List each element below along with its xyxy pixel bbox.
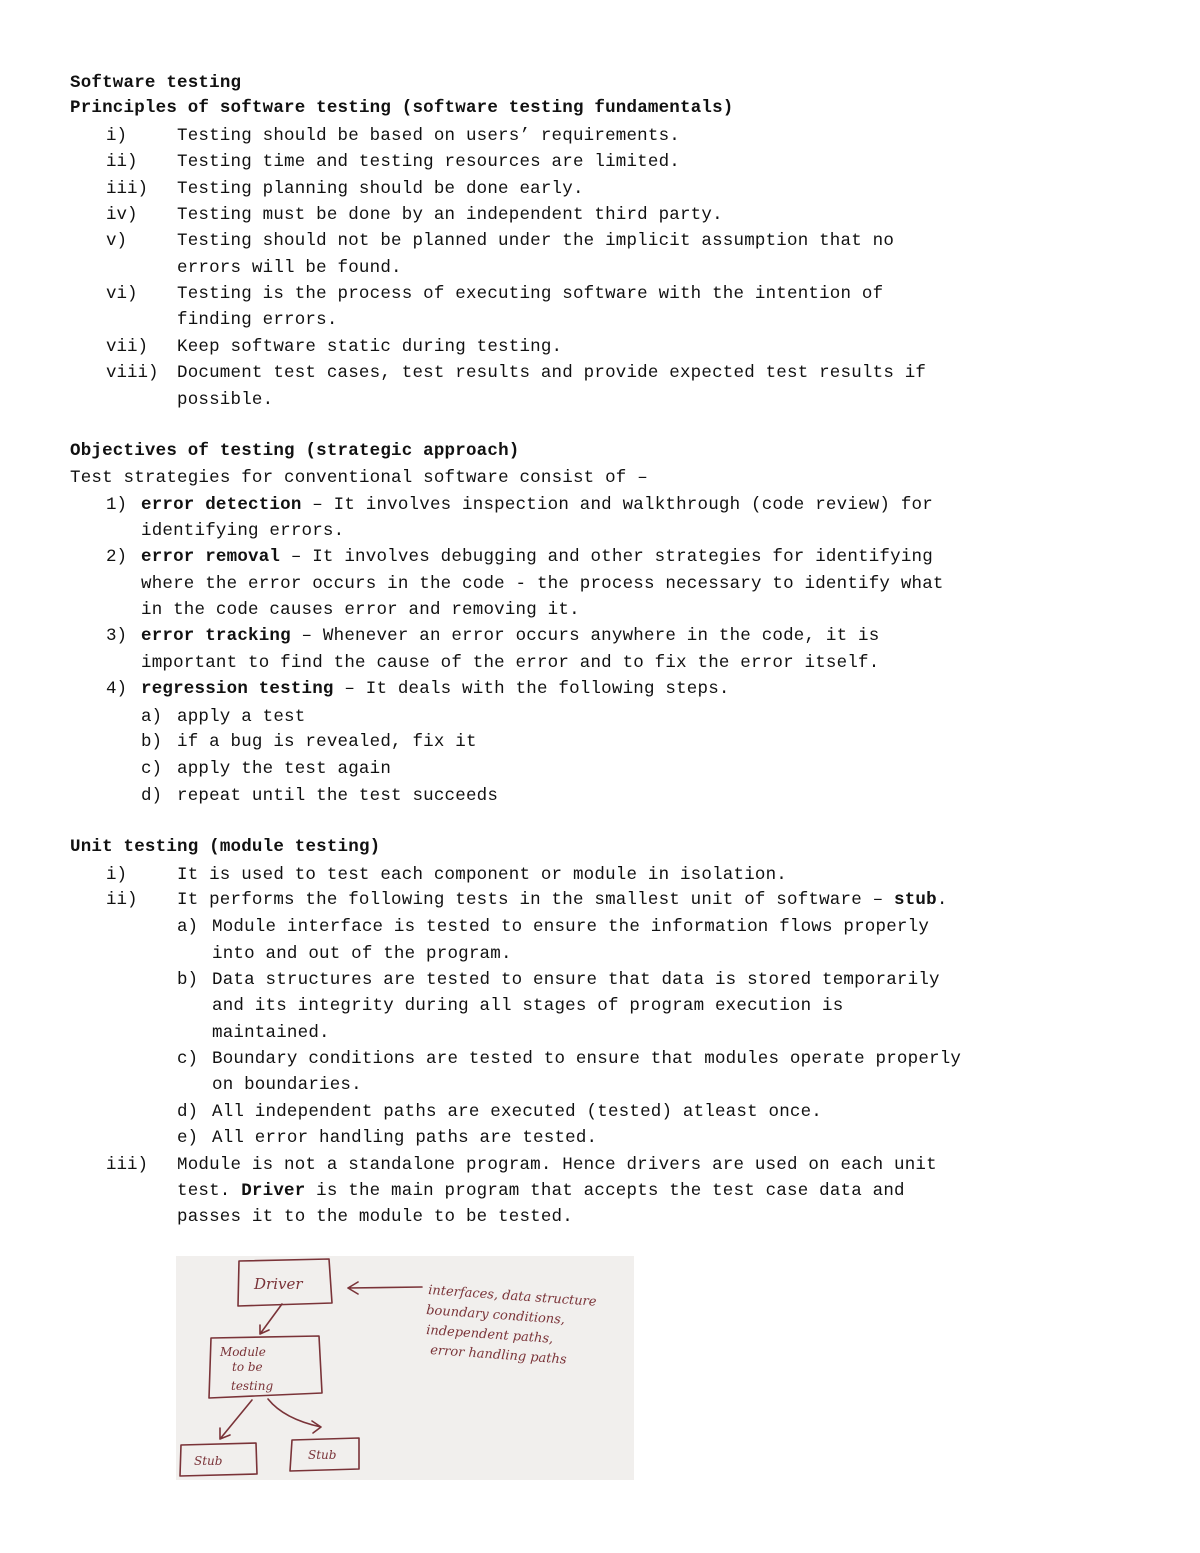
arrow-note-to-driver	[348, 1282, 422, 1294]
unit-text	[177, 1180, 905, 1202]
subitem-text: into and out of the program.	[212, 944, 512, 964]
objective-desc: – It involves debugging and other strategies for identifying	[280, 547, 933, 567]
objective-marker: 4)	[106, 679, 128, 699]
unit-marker: ii)	[106, 890, 138, 910]
sketch-drawing	[176, 1256, 634, 1480]
subitem-marker: e)	[177, 1128, 199, 1148]
subitem-text: Data structures are tested to ensure that data is stored temporarily	[212, 970, 940, 990]
unit-text-part: test.	[177, 1181, 242, 1201]
handwritten-sketch-photo	[176, 1256, 634, 1480]
objective-text: in the code causes error and removing it.	[141, 600, 580, 620]
unit-text: It is used to test each component or module in isolation.	[177, 865, 787, 885]
unit-testing-heading: Unit testing (module testing)	[70, 837, 381, 857]
unit-text-part: It performs the following tests in the smallest unit of software –	[177, 890, 895, 910]
unit-text-part: is the main program that accepts the test case data and	[305, 1181, 905, 1201]
driver-term: Driver	[241, 1181, 306, 1201]
principle-text: Document test cases, test results and provide expected test results if	[177, 363, 927, 383]
step-text: apply a test	[177, 707, 306, 727]
subitem-marker: d)	[177, 1102, 199, 1122]
step-marker: d)	[141, 786, 163, 806]
step-marker: b)	[141, 732, 163, 752]
unit-marker: iii)	[106, 1155, 149, 1175]
stub-term: stub	[894, 890, 937, 910]
step-text: if a bug is revealed, fix it	[177, 732, 477, 752]
objective-desc: – Whenever an error occurs anywhere in the code, it is	[290, 626, 880, 646]
objective-marker: 2)	[106, 547, 128, 567]
principle-text: Testing should not be planned under the implicit assumption that no	[177, 231, 895, 251]
sketch-module-label: to be	[232, 1360, 263, 1374]
subitem-text: and its integrity during all stages of program execution is	[212, 996, 844, 1016]
objectives-heading: Objectives of testing (strategic approach)	[70, 441, 520, 461]
sketch-stub-label: Stub	[308, 1448, 337, 1462]
principle-text: errors will be found.	[177, 258, 402, 278]
sketch-note-line: interfaces, data structure	[427, 1283, 597, 1310]
step-marker: a)	[141, 707, 163, 727]
sketch-note-line: error handling paths	[429, 1343, 568, 1368]
unit-text	[177, 889, 948, 911]
arrow-driver-to-module	[260, 1304, 282, 1334]
principle-text: Testing time and testing resources are limited.	[177, 152, 680, 172]
objective-term: error detection	[141, 495, 302, 515]
principle-text: possible.	[177, 390, 274, 410]
arrow-module-to-stub-right	[268, 1399, 321, 1433]
objective-text: where the error occurs in the code - the process necessary to identify what	[141, 574, 944, 594]
sketch-stub-label: Stub	[194, 1454, 223, 1468]
principle-text: Keep software static during testing.	[177, 337, 563, 357]
objective-term: error removal	[141, 547, 281, 567]
objective-marker: 1)	[106, 495, 128, 515]
objective-desc: – It deals with the following steps.	[333, 679, 730, 699]
principles-heading: Principles of software testing (software testing fundamentals)	[70, 98, 734, 118]
sketch-note-line: boundary conditions,	[425, 1303, 566, 1328]
principle-marker: v)	[106, 231, 128, 251]
objective-desc: – It involves inspection and walkthrough (code review) for	[301, 495, 933, 515]
objectives-intro: Test strategies for conventional software consist of –	[70, 468, 648, 488]
objective-term: regression testing	[141, 679, 334, 699]
unit-text-part: .	[936, 890, 948, 910]
sketch-module-label: testing	[231, 1379, 274, 1393]
objective-text	[141, 546, 933, 568]
unit-text: Module is not a standalone program. Hence drivers are used on each unit	[177, 1155, 937, 1175]
step-marker: c)	[141, 759, 163, 779]
subitem-text: on boundaries.	[212, 1075, 362, 1095]
objective-text	[141, 678, 730, 700]
sketch-note-line: independent paths,	[425, 1323, 554, 1347]
sketch-driver-label: Driver	[254, 1275, 303, 1293]
principle-text: Testing should be based on users’ requirements.	[177, 126, 680, 146]
principle-marker: iii)	[106, 179, 149, 199]
step-text: repeat until the test succeeds	[177, 786, 499, 806]
document-title: Software testing	[70, 73, 242, 93]
objective-text: important to find the cause of the error and to fix the error itself.	[141, 653, 880, 673]
subitem-text: All independent paths are executed (tested) atleast once.	[212, 1102, 822, 1122]
principle-marker: iv)	[106, 205, 138, 225]
arrow-module-to-stub-left	[220, 1400, 252, 1439]
subitem-marker: c)	[177, 1049, 199, 1069]
principle-text: finding errors.	[177, 310, 338, 330]
subitem-text: maintained.	[212, 1023, 330, 1043]
principle-marker: viii)	[106, 363, 159, 383]
objective-marker: 3)	[106, 626, 128, 646]
objective-text	[141, 625, 879, 647]
unit-text: passes it to the module to be tested.	[177, 1207, 573, 1227]
sketch-module-label: Module	[220, 1345, 266, 1359]
objective-term: error tracking	[141, 626, 291, 646]
objective-text	[141, 494, 933, 516]
subitem-text: All error handling paths are tested.	[212, 1128, 598, 1148]
subitem-text: Boundary conditions are tested to ensure that modules operate properly	[212, 1049, 962, 1069]
principle-marker: vi)	[106, 284, 138, 304]
subitem-text: Module interface is tested to ensure the information flows properly	[212, 917, 930, 937]
subitem-marker: b)	[177, 970, 199, 990]
principle-text: Testing must be done by an independent third party.	[177, 205, 723, 225]
principle-text: Testing planning should be done early.	[177, 179, 584, 199]
unit-marker: i)	[106, 865, 128, 885]
step-text: apply the test again	[177, 759, 392, 779]
principle-marker: vii)	[106, 337, 149, 357]
subitem-marker: a)	[177, 917, 199, 937]
objective-text: identifying errors.	[141, 521, 345, 541]
principle-marker: i)	[106, 126, 128, 146]
principle-marker: ii)	[106, 152, 138, 172]
principle-text: Testing is the process of executing software with the intention of	[177, 284, 884, 304]
